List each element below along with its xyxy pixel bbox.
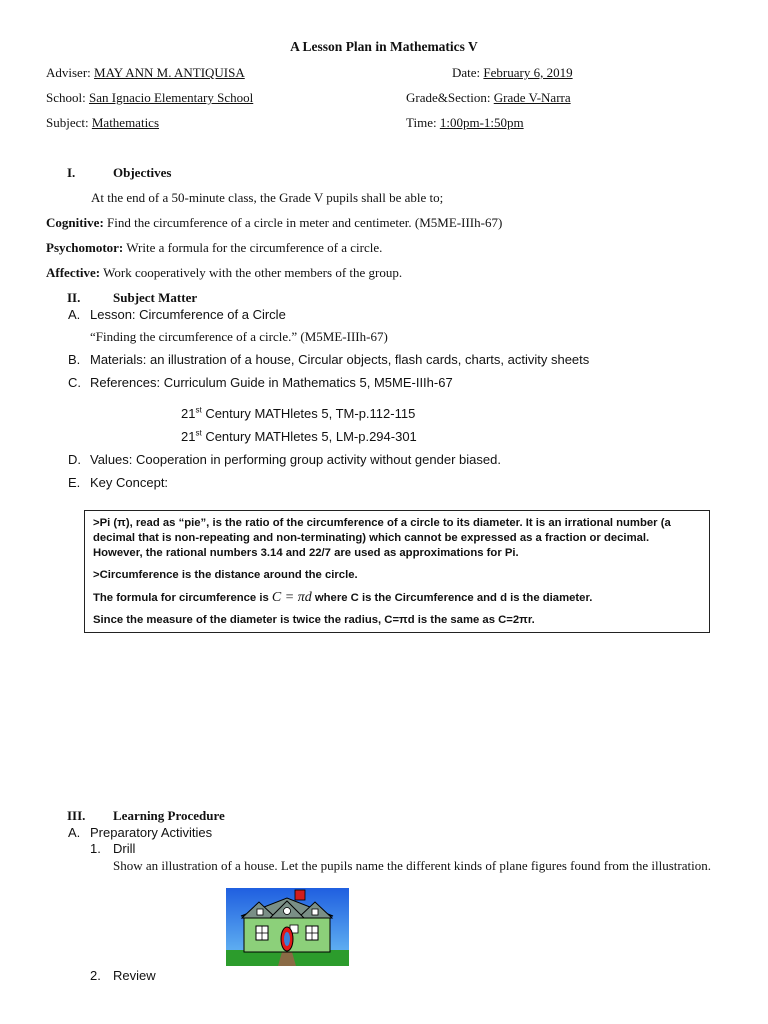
objectives-intro: At the end of a 50-minute class, the Grade V pupils shall be able to; bbox=[91, 190, 444, 205]
radius-formula: Since the measure of the diameter is twice the radius, C=πd is the same as C=2πr. bbox=[93, 614, 535, 626]
grade-section-row bbox=[406, 90, 571, 106]
procedure-number: III. bbox=[67, 808, 86, 823]
subject-label: Subject: bbox=[46, 115, 89, 130]
date-row bbox=[452, 65, 573, 81]
lesson-text: Lesson: Circumference of a Circle bbox=[90, 307, 286, 322]
grade-value: Grade V-Narra bbox=[493, 90, 571, 105]
drill-instructions: Show an illustration of a house. Let the pupils name the different kinds of plane figures found from the illustration. bbox=[113, 858, 711, 873]
subject-matter-heading: Subject Matter bbox=[113, 290, 198, 305]
formula-expression: C = πd bbox=[271, 590, 312, 605]
preparatory-text: Preparatory Activities bbox=[90, 825, 213, 840]
subject-matter-number: II. bbox=[67, 290, 81, 305]
preparatory-label: A. bbox=[68, 825, 81, 840]
house-illustration bbox=[226, 888, 349, 966]
affective-text: Work cooperatively with the other members of the group. bbox=[103, 265, 403, 280]
key-concept-label: Key Concept: bbox=[90, 475, 169, 490]
psychomotor-text: Write a formula for the circumference of a circle. bbox=[126, 240, 383, 255]
reference-tm-number: 21 bbox=[181, 406, 196, 421]
item-a-label: A. bbox=[68, 307, 81, 322]
time-value: 1:00pm-1:50pm bbox=[439, 115, 524, 130]
affective-label: Affective: bbox=[46, 265, 101, 280]
reference-lm-number: 21 bbox=[181, 429, 196, 444]
item-c-label: C. bbox=[68, 375, 81, 390]
objectives-number: I. bbox=[67, 165, 76, 180]
circumference-formula bbox=[93, 590, 701, 606]
pi-definition: >Pi (π), read as “pie”, is the ratio of the circumference of a circle to its diameter. It is an irrational number (a decimal that is non-repeating and non-terminating) which cannot be expressed as a fraction or decimal. However, the rational numbers 3.14 and 22/7 are used as approximations for Pi. bbox=[93, 517, 671, 559]
item-b-label: B. bbox=[68, 352, 81, 367]
drill-number: 1. bbox=[90, 841, 101, 856]
adviser-row bbox=[46, 65, 245, 81]
school-row bbox=[46, 90, 253, 106]
formula-explanation: where C is the Circumference and d is the diameter. bbox=[311, 592, 593, 604]
references-text: References: Curriculum Guide in Mathematics 5, M5ME-IIIh-67 bbox=[90, 375, 453, 390]
affective-objective bbox=[46, 265, 402, 281]
school-label: School: bbox=[46, 90, 86, 105]
circumference-definition: >Circumference is the distance around the circle. bbox=[93, 569, 358, 581]
reference-lm bbox=[181, 429, 417, 444]
adviser-label: Adviser: bbox=[46, 65, 91, 80]
materials-text: Materials: an illustration of a house, Circular objects, flash cards, charts, activity sheets bbox=[90, 352, 590, 367]
item-e-label: E. bbox=[68, 475, 81, 490]
psychomotor-objective bbox=[46, 240, 382, 256]
subject-row bbox=[46, 115, 159, 131]
time-row bbox=[406, 115, 524, 131]
reference-lm-suffix: st bbox=[195, 428, 202, 438]
reference-lm-text: Century MATHletes 5, LM-p.294-301 bbox=[201, 429, 417, 444]
time-label: Time: bbox=[406, 115, 437, 130]
reference-tm bbox=[181, 406, 415, 421]
date-label: Date: bbox=[452, 65, 481, 80]
item-d-label: D. bbox=[68, 452, 81, 467]
school-value: San Ignacio Elementary School bbox=[88, 90, 254, 105]
cognitive-text: Find the circumference of a circle in meter and centimeter. (M5ME-IIIh-67) bbox=[107, 215, 503, 230]
psychomotor-label: Psychomotor: bbox=[46, 240, 124, 255]
grade-label: Grade&Section: bbox=[406, 90, 491, 105]
cognitive-label: Cognitive: bbox=[46, 215, 104, 230]
formula-intro: The formula for circumference is bbox=[93, 592, 272, 604]
key-concept-box bbox=[84, 510, 710, 633]
review-title: Review bbox=[113, 968, 156, 983]
cognitive-objective bbox=[46, 215, 502, 231]
adviser-value: MAY ANN M. ANTIQUISA bbox=[94, 65, 245, 80]
procedure-heading: Learning Procedure bbox=[113, 808, 225, 823]
reference-tm-text: Century MATHletes 5, TM-p.112-115 bbox=[201, 406, 416, 421]
date-value: February 6, 2019 bbox=[483, 65, 573, 80]
values-text: Values: Cooperation in performing group activity without gender biased. bbox=[90, 452, 501, 467]
subject-value: Mathematics bbox=[91, 115, 160, 130]
lesson-subtitle: “Finding the circumference of a circle.” (M5ME-IIIh-67) bbox=[90, 329, 388, 344]
reference-tm-suffix: st bbox=[195, 405, 202, 415]
document-title: A Lesson Plan in Mathematics V bbox=[290, 39, 478, 54]
drill-title: Drill bbox=[113, 841, 136, 856]
objectives-heading: Objectives bbox=[113, 165, 172, 180]
review-number: 2. bbox=[90, 968, 101, 983]
